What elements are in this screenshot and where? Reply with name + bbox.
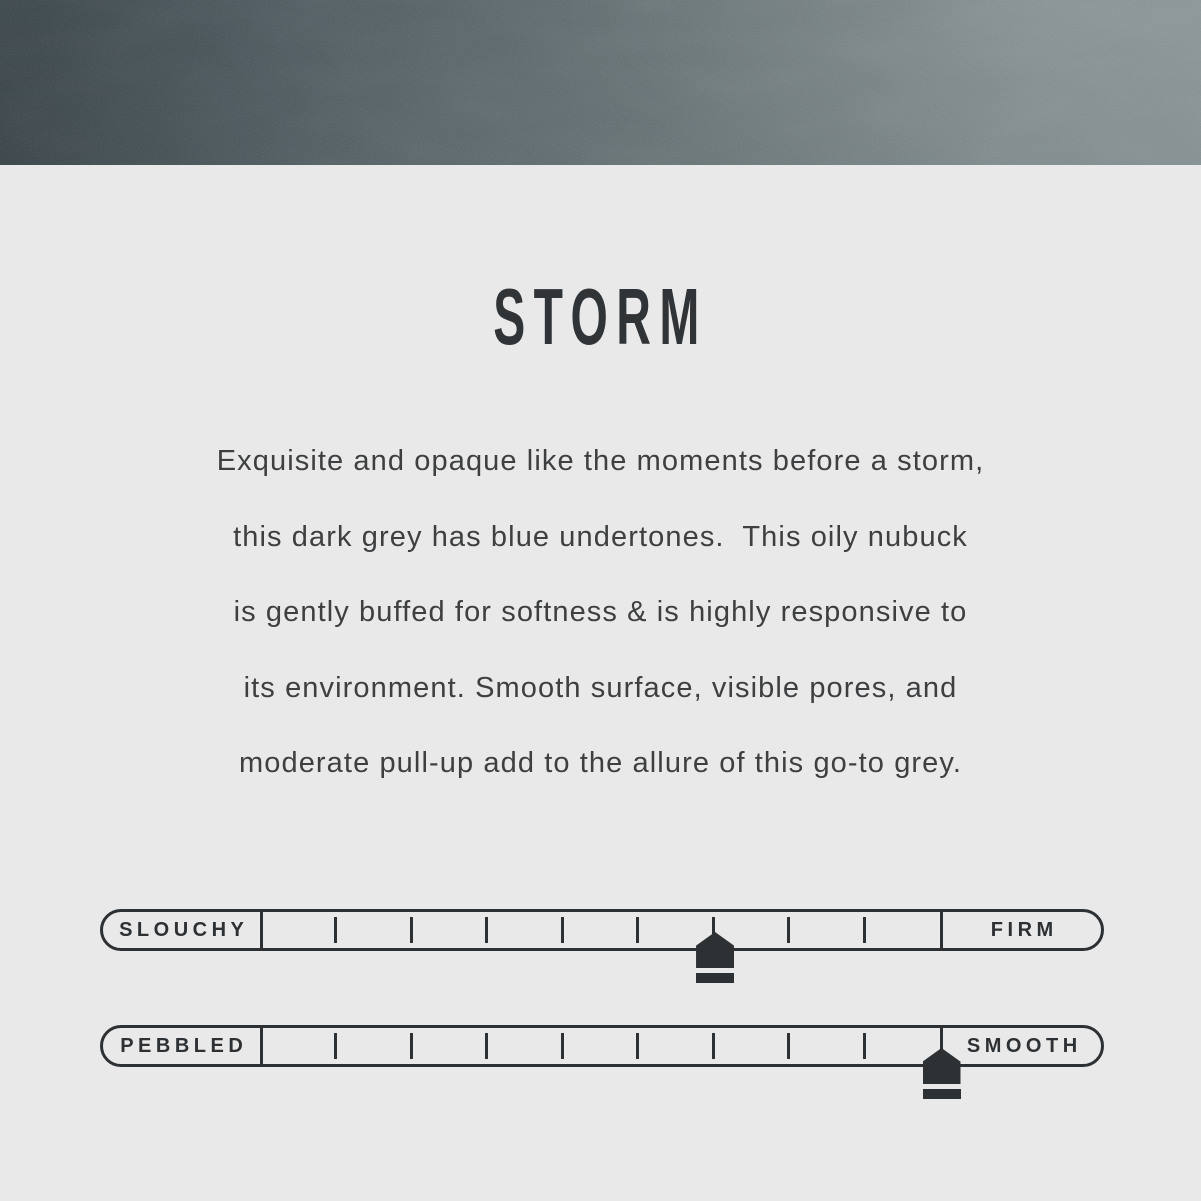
- scale-tick: [410, 917, 413, 943]
- scale-tick: [334, 917, 337, 943]
- marker-bar: [696, 973, 734, 983]
- scale-divider: [260, 1028, 263, 1064]
- drape-scale-marker[interactable]: [696, 932, 734, 983]
- marker-bar: [923, 1089, 961, 1099]
- description-line: its environment. Smooth surface, visible pores, and: [243, 671, 958, 704]
- scale-tick: [787, 1033, 790, 1059]
- drape-scale-label-firm: FIRM: [990, 918, 1058, 941]
- page-title: STORM: [493, 272, 708, 361]
- marker-pointer-icon: [923, 1048, 961, 1084]
- leather-grain-texture: [0, 0, 1201, 165]
- description-line: this dark grey has blue undertones. This oily nubuck: [233, 520, 968, 553]
- scale-tick: [561, 1033, 564, 1059]
- description-line: is gently buffed for softness & is highly responsive to: [233, 596, 968, 629]
- texture-scale-label-smooth: SMOOTH: [966, 1034, 1082, 1057]
- scale-tick: [561, 917, 564, 943]
- scale-tick: [485, 917, 488, 943]
- description-line: moderate pull-up add to the allure of this go-to grey.: [238, 747, 963, 780]
- leather-texture-banner: [0, 0, 1201, 165]
- scale-tick: [485, 1033, 488, 1059]
- scale-tick: [787, 917, 790, 943]
- scale-tick: [712, 1033, 715, 1059]
- scale-tick: [410, 1033, 413, 1059]
- drape-scale-label-slouchy: SLOUCHY: [119, 918, 249, 941]
- description-line: Exquisite and opaque like the moments before a storm,: [216, 445, 985, 478]
- marker-pointer-icon: [696, 932, 734, 968]
- product-description: [0, 424, 1201, 802]
- texture-scale: [100, 1025, 1104, 1067]
- scale-tick: [636, 917, 639, 943]
- drape-scale: [100, 909, 1104, 951]
- texture-scale-marker[interactable]: [923, 1048, 961, 1099]
- texture-scale-label-pebbled: PEBBLED: [120, 1034, 248, 1057]
- scale-tick: [636, 1033, 639, 1059]
- scale-divider: [260, 912, 263, 948]
- scale-tick: [863, 917, 866, 943]
- scale-tick: [334, 1033, 337, 1059]
- scale-tick: [863, 1033, 866, 1059]
